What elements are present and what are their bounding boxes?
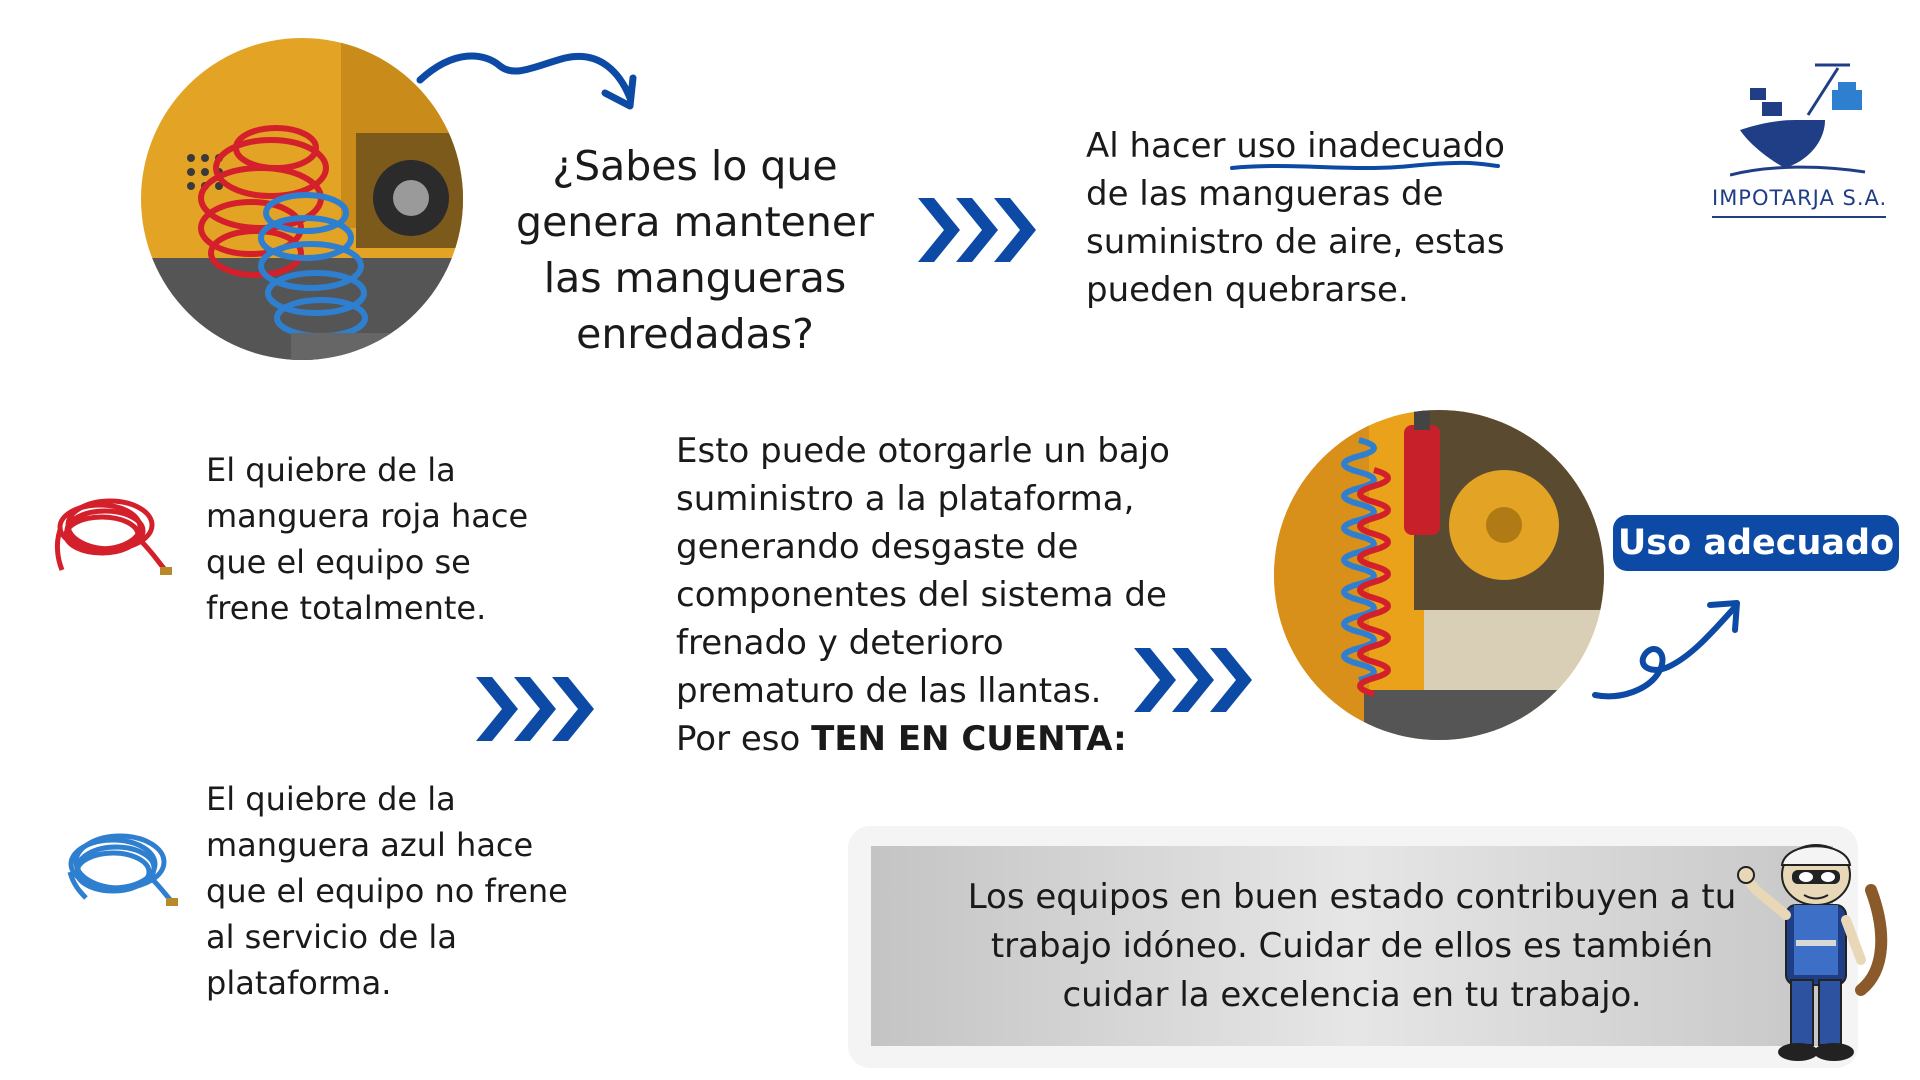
intro-emphasis [1236, 122, 1505, 170]
red-hose-line: manguera roja hace [206, 497, 529, 535]
intro-line: de las mangueras de [1086, 174, 1444, 214]
red-hose-line: que el equipo se [206, 543, 471, 581]
question-heading [515, 138, 875, 362]
callout-line: trabajo idóneo. Cuidar de ellos es también [990, 925, 1714, 966]
intro-line [1086, 122, 1536, 170]
red-hose-icon [50, 485, 175, 585]
consequence-line: generando desgaste de [676, 527, 1079, 567]
intro-line: suministro de aire, estas [1086, 222, 1505, 262]
proper-use-badge: Uso adecuado [1613, 515, 1899, 571]
intro-line: pueden quebrarse. [1086, 270, 1409, 310]
red-hose-paragraph [206, 447, 586, 631]
consequence-line [676, 715, 1176, 763]
callout-message [871, 846, 1833, 1046]
triple-chevron-icon [476, 677, 596, 741]
question-line: ¿Sabes lo que [552, 142, 838, 190]
intro-emphasis-text: uso inadecuado [1236, 126, 1505, 166]
consequence-line: prematuro de las llantas. [676, 671, 1102, 711]
proper-use-photo [1274, 410, 1604, 740]
worker-mascot-icon [1736, 830, 1896, 1070]
ship-logo-icon [1730, 60, 1870, 185]
logo-underline [1712, 216, 1886, 218]
consequence-line: frenado y deterioro [676, 623, 1004, 663]
red-hose-line: frene totalmente. [206, 589, 487, 627]
curved-arrow-icon [415, 48, 645, 118]
consequence-line: Esto puede otorgarle un bajo [676, 431, 1170, 471]
intro-paragraph [1086, 122, 1536, 314]
question-line: las mangueras [543, 254, 847, 302]
question-line: enredadas? [576, 310, 814, 358]
keep-in-mind-label: TEN EN CUENTA: [811, 719, 1127, 759]
triple-chevron-icon [1134, 648, 1254, 712]
curly-arrow-icon [1590, 595, 1750, 705]
intro-prefix: Al hacer [1086, 126, 1237, 166]
question-line: genera mantener [516, 198, 874, 246]
red-hose-line: El quiebre de la [206, 451, 456, 489]
blue-hose-line: El quiebre de la [206, 780, 456, 818]
consequence-line: componentes del sistema de [676, 575, 1167, 615]
triple-chevron-icon [918, 198, 1038, 262]
callout-line: Los equipos en buen estado contribuyen a tu [967, 876, 1737, 917]
company-logo-text: IMPOTARJA S.A. [1712, 186, 1888, 210]
consequence-paragraph [676, 427, 1176, 763]
blue-hose-icon [58, 822, 183, 922]
blue-hose-line: que el equipo no frene [206, 872, 568, 910]
blue-hose-line: manguera azul hace [206, 826, 534, 864]
blue-hose-line: al servicio de la [206, 918, 457, 956]
consequence-prefix: Por eso [676, 719, 812, 759]
blue-hose-paragraph [206, 776, 606, 1006]
blue-hose-line: plataforma. [206, 964, 392, 1002]
consequence-line: suministro a la plataforma, [676, 479, 1135, 519]
callout-line: cuidar la excelencia en tu trabajo. [1062, 974, 1642, 1015]
